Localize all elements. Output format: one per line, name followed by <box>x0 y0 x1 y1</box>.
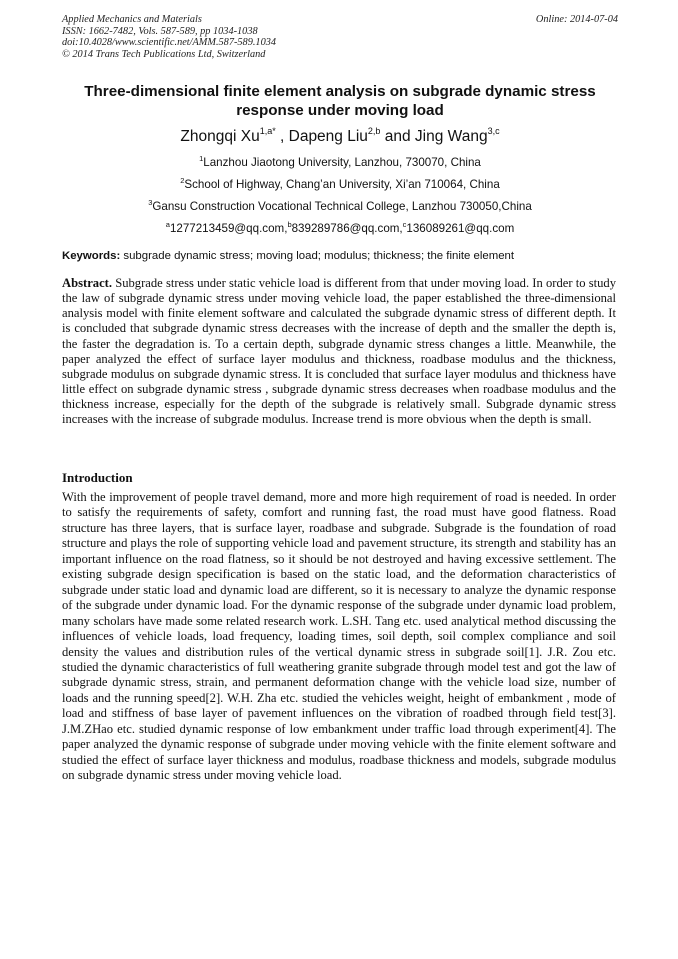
email-address: 839289786@qq.com, <box>291 222 403 235</box>
abstract-paragraph <box>62 276 616 428</box>
affiliation-text: Lanzhou Jiaotong University, Lanzhou, 730070, China <box>203 156 481 169</box>
email-line <box>62 222 618 236</box>
affiliation <box>62 156 618 170</box>
online-date: Online: 2014-07-04 <box>535 14 618 25</box>
email-superscript: b <box>287 220 292 229</box>
paper-title: Three-dimensional finite element analysis on subgrade dynamic stress response under moving load <box>84 83 596 119</box>
abstract-label: Abstract. <box>62 276 113 290</box>
email-superscript: a <box>165 220 170 229</box>
affiliation <box>62 178 618 192</box>
keywords-line <box>62 249 618 263</box>
affiliation-superscript: 3 <box>148 198 153 207</box>
affiliation-text: Gansu Construction Vocational Technical College, Lanzhou 730050,China <box>152 200 532 213</box>
author-line <box>62 127 618 147</box>
author-name: Dapeng Liu <box>288 128 368 145</box>
email-address: 136089261@qq.com <box>406 222 515 235</box>
journal-copyright: © 2014 Trans Tech Publications Ltd, Switzerland <box>62 48 266 60</box>
author-and: and <box>380 128 415 145</box>
author-superscript: 1,a* <box>259 126 276 136</box>
affiliation-superscript: 2 <box>180 176 185 185</box>
author-superscript: 2,b <box>367 126 381 136</box>
author-name: Zhongqi Xu <box>180 128 260 145</box>
section-heading-introduction: Introduction <box>62 470 133 485</box>
affiliation-text: School of Highway, Chang’an University, Xi’an 710064, China <box>184 178 500 191</box>
keywords-label: Keywords: <box>62 250 121 262</box>
author-separator: , <box>275 128 289 145</box>
author-name: Jing Wang <box>414 128 488 145</box>
journal-name: Applied Mechanics and Materials <box>62 14 202 25</box>
affiliation-superscript: 1 <box>199 154 204 163</box>
author-superscript: 3,c <box>487 126 500 136</box>
affiliation <box>62 200 618 214</box>
journal-header <box>62 14 618 60</box>
introduction-paragraph: With the improvement of people travel demand, more and more high requirement of road is needed. In order to satisfy the requirements of safety, comfort and running fast, the road must have good flatness. Road structure has three layers, that is surface layer, roadbase and subgrade. Subgrade is the foundation of road structure and plays the role of supporting vehicle load and pavement structure, its strength and stability has an important influence on the road flatness, so it should be not destroyed and having excessive settlement. The existing subgrade design specification is based on the static load, and the deformation characteristics of subgrade under static load and dynamic load are different, so it is necessary to analyze the dynamic response of the subgrade under dynamic load. For the dynamic response of the subgrade under dynamic load problem, many scholars have made some related research work. L.SH. Tang etc. used analytical method discussing the influences of vehicle loads, load frequency, loading times, soil depth, soil complex compliance and soil density the values and distribution rules of the vertical dynamic stress in subgrade soil[1]. J.R. Zou etc. studied the dynamic characteristics of full weathering granite subgrade through model test and got the law of subgrade dynamic stress, strain, and permanent deformation change with the vehicle load size, number of loads and the running speed[2]. W.H. Zha etc. studied the vehicles weight, height of embankment , mode of load and stiffness of base layer of pavement influences on the vibration of roadbed through field test[3]. J.M.ZHao etc. studied dynamic response of low embankment under traffic load through experiment[4]. The paper analyzed the dynamic response of subgrade under moving vehicle with the finite element software and studied the effect of surface layer thickness and modulus, roadbase thickness and models, subgrade modulus on subgrade dynamic stress under moving vehicle load. <box>62 490 616 783</box>
journal-issn: ISSN: 1662-7482, Vols. 587-589, pp 1034-1038 <box>62 25 258 37</box>
abstract-text: Subgrade stress under static vehicle load is different from that under moving load. In order to study the law of subgrade dynamic stress under moving vehicle load, the paper established the three-dimensional analysis model with finite element software and calculated the subgrade dynamic stress of different depth. It is concluded that subgrade dynamic stress decreases with the increase of depth and the smaller the depth is, the faster the degradation is. To a certain depth, subgrade dynamic stress changes a little. Meanwhile, the paper analyzed the effect of surface layer modulus and thickness, roadbase modulus and the thickness, subgrade modulus on subgrade dynamic stress. It is concluded that surface layer modulus and thickness have little effect on subgrade dynamic stress , subgrade dynamic stress decreases when roadbase modulus and the thickness increase, especially for the depth of the subgrade is relatively small. Subgrade dynamic stress increases with the increase of subgrade modulus. Increase trend is more obvious when the depth is small. <box>62 276 616 427</box>
keywords-text: subgrade dynamic stress; moving load; modulus; thickness; the finite element <box>123 250 515 262</box>
email-superscript: c <box>402 220 407 229</box>
journal-doi: doi:10.4028/www.scientific.net/AMM.587-589.1034 <box>62 37 277 49</box>
email-address: 1277213459@qq.com, <box>169 222 288 235</box>
